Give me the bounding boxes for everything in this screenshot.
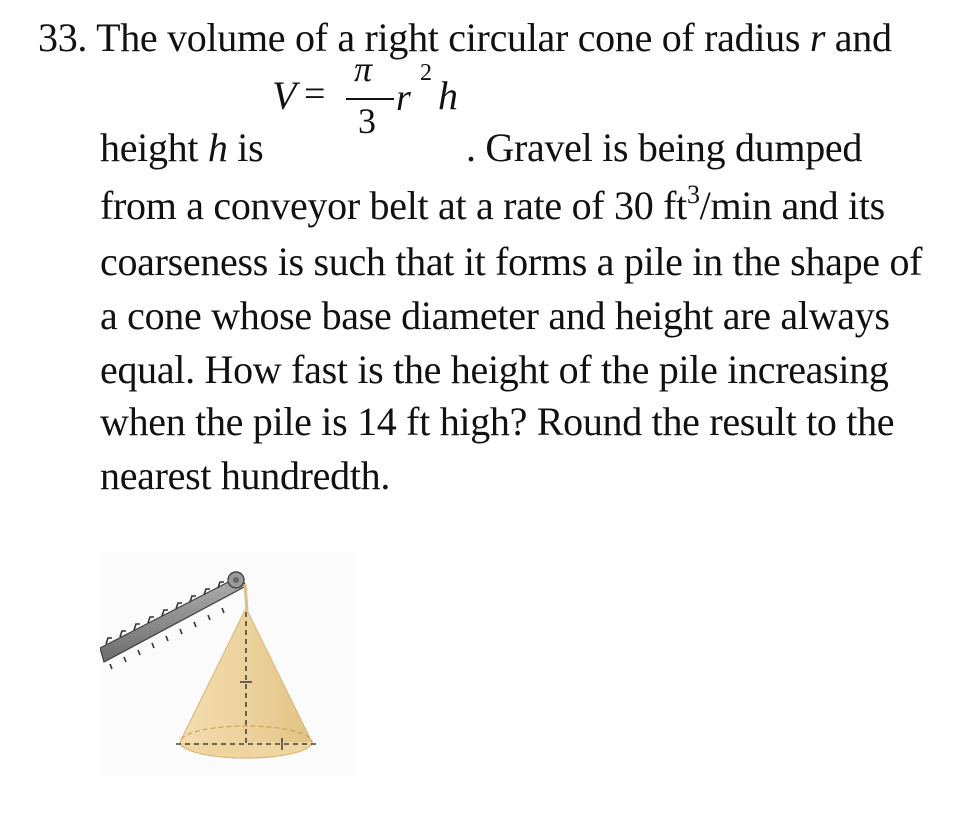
height-variable: h xyxy=(207,125,228,170)
problem-line-8: nearest hundredth. xyxy=(100,453,391,498)
problem-text-3: from a conveyor belt at a rate of 30 ft xyxy=(100,183,687,228)
cubic-exponent: 3 xyxy=(686,180,700,209)
problem-line-2-end: . Gravel is being dumped xyxy=(466,125,863,170)
problem-line-4: coarseness is such that it forms a pile in the shape of xyxy=(100,239,923,284)
problem-line-3 xyxy=(100,182,885,230)
conveyor-cone-figure xyxy=(100,552,356,776)
volume-formula xyxy=(272,49,482,152)
formula-power: 2 xyxy=(420,60,432,86)
problem-text-2-is: is xyxy=(237,125,264,170)
problem-line-5: a cone whose base diameter and height are always xyxy=(100,293,890,338)
cone-base-front xyxy=(180,742,312,758)
problem-text-3-end: /min and its xyxy=(699,183,885,228)
pulley-hub xyxy=(233,577,239,583)
problem-line-7: when the pile is 14 ft high? Round the result to the xyxy=(100,399,895,444)
formula-lhs: V xyxy=(272,73,297,118)
formula-denominator: 3 xyxy=(358,101,376,141)
problem-line-6: equal. How fast is the height of the pile increasing xyxy=(100,347,889,392)
formula-numerator: π xyxy=(354,49,373,89)
figure-svg xyxy=(100,552,356,776)
problem-text-1-end: and xyxy=(834,15,892,60)
formula-radius: r xyxy=(396,77,411,119)
radius-variable: r xyxy=(809,15,826,60)
problem-text-2: height xyxy=(100,125,199,170)
falling-gravel xyxy=(245,584,247,610)
problem-line-2 xyxy=(100,124,263,172)
formula-equals: = xyxy=(304,73,326,115)
problem-number: 33. xyxy=(38,15,88,60)
problem-text-1: The volume of a right circular cone of radius xyxy=(96,15,801,60)
formula-height: h xyxy=(438,73,458,118)
